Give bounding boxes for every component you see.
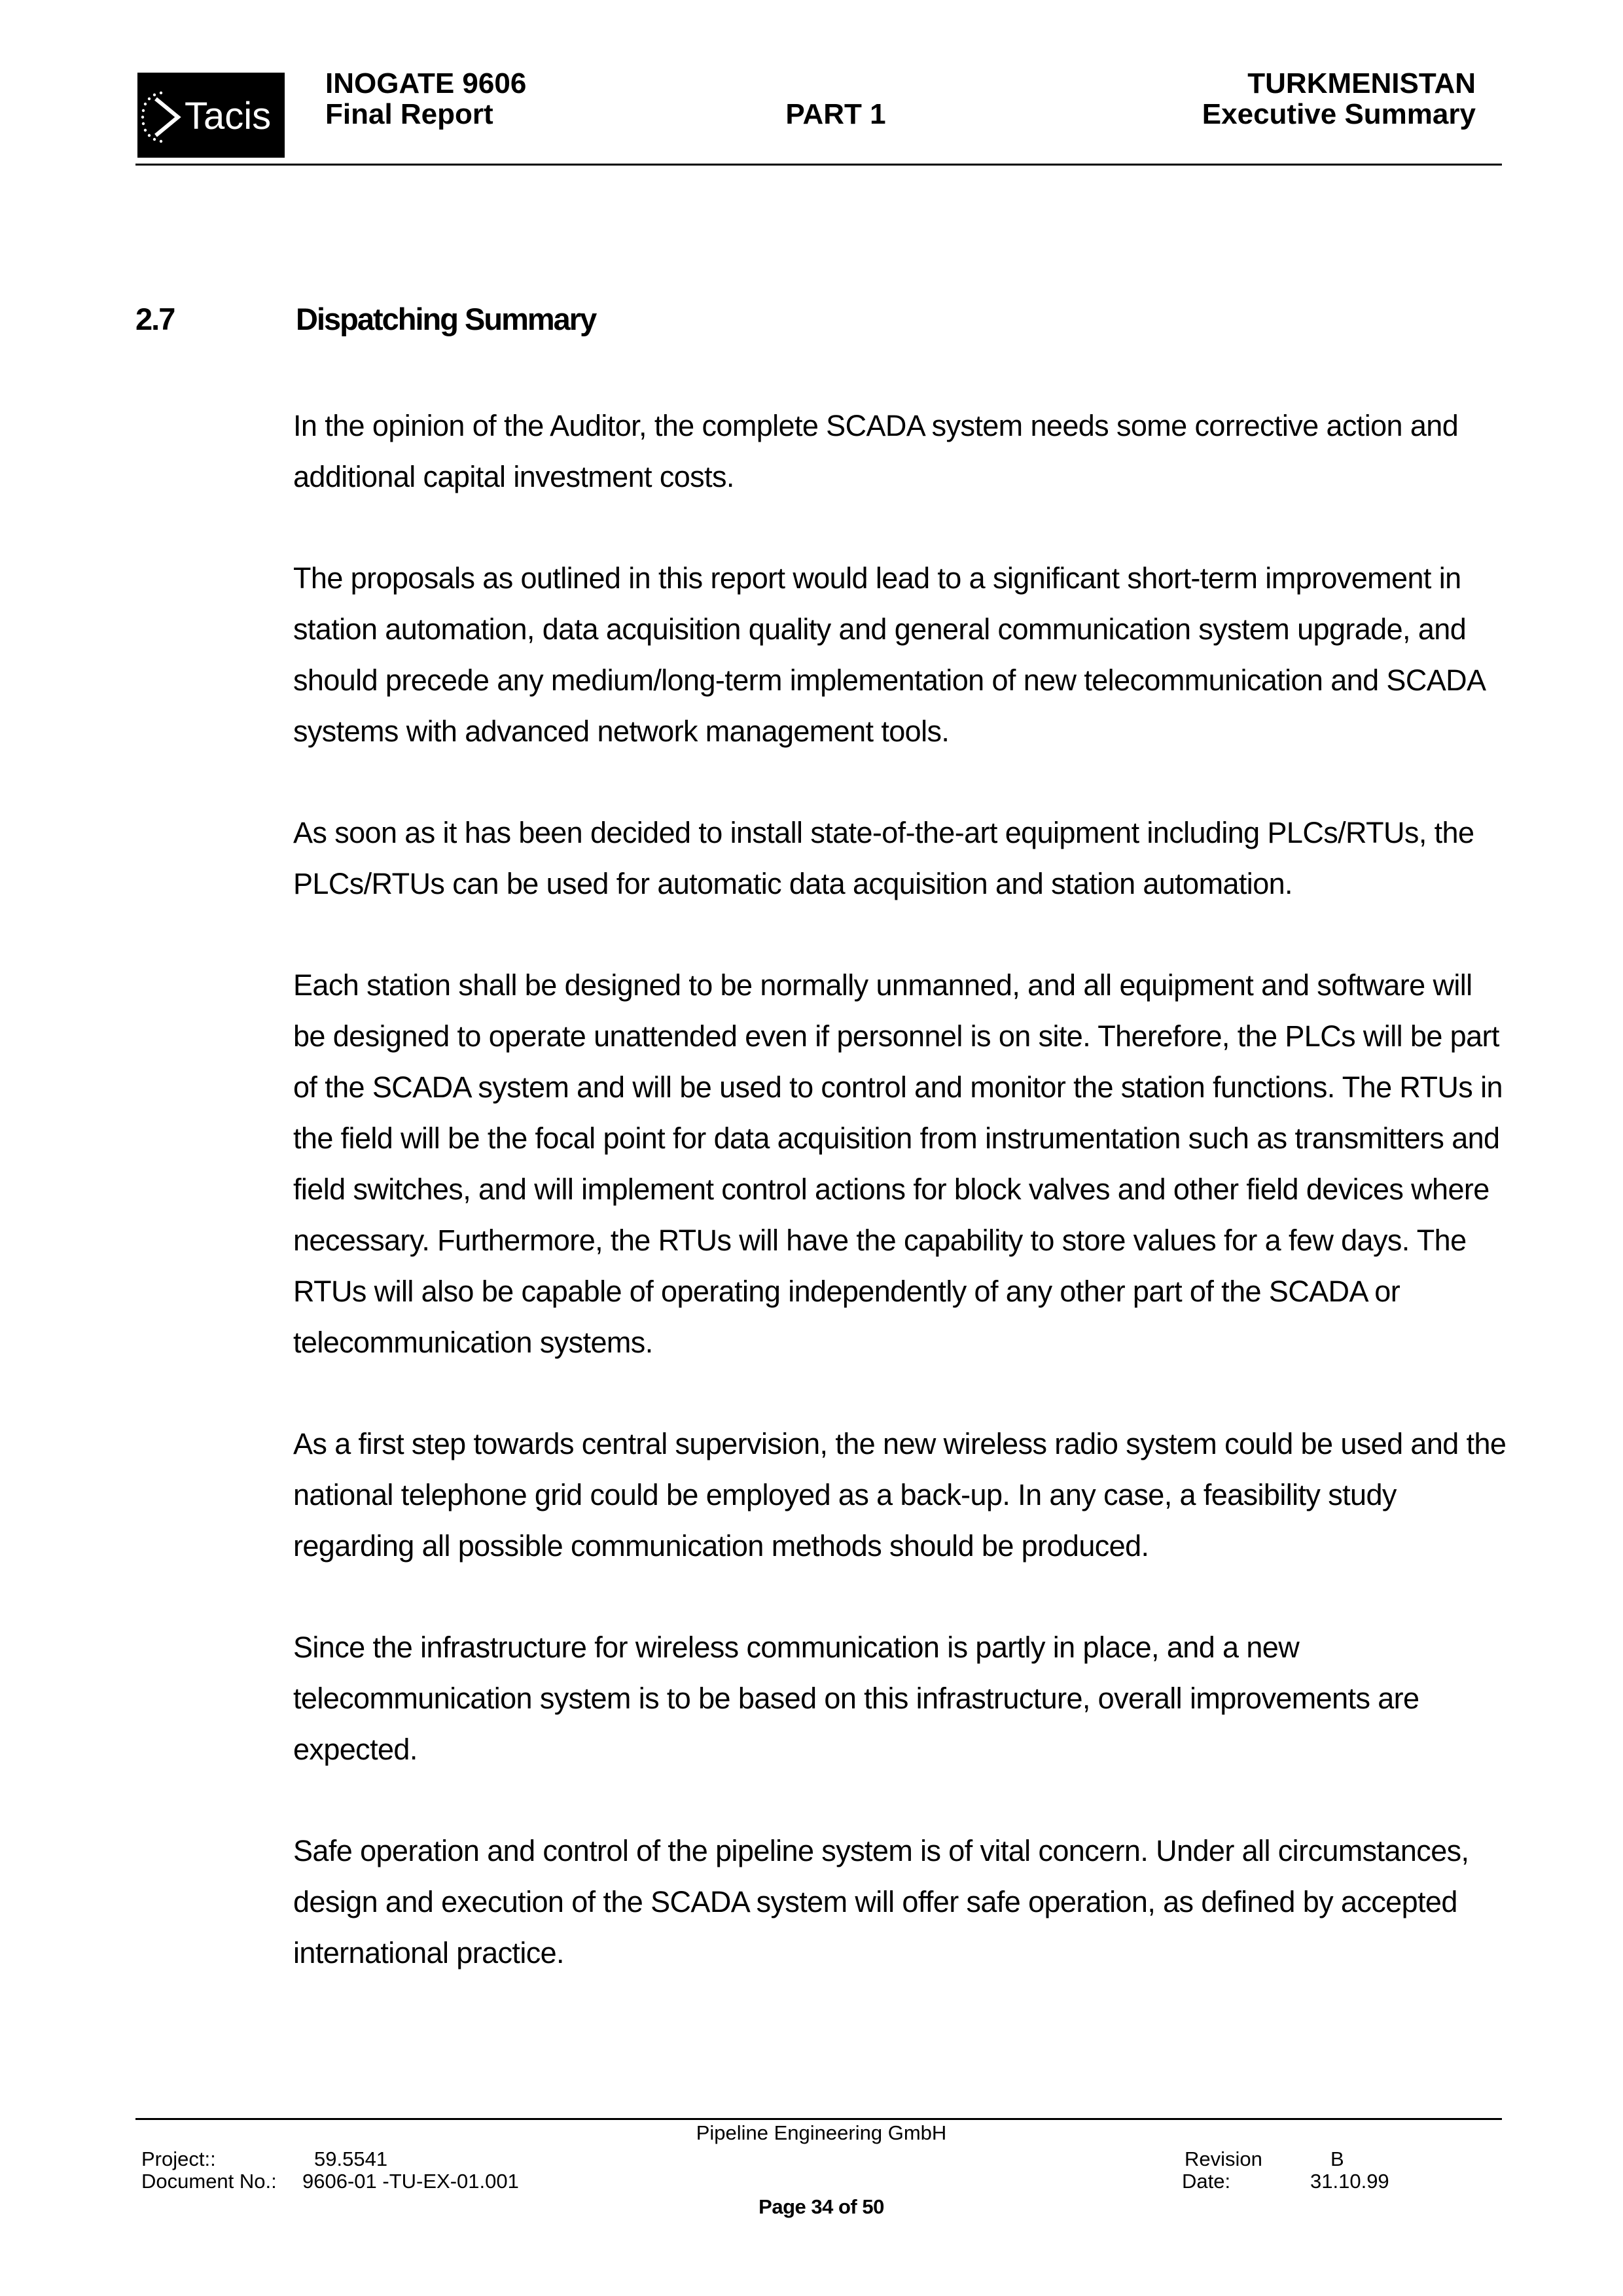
header-country: TURKMENISTAN — [1247, 67, 1476, 99]
footer-document-value: 9606-01 -TU-EX-01.001 — [302, 2170, 519, 2193]
footer-page-number: Page 34 of 50 — [758, 2195, 884, 2218]
header-part: PART 1 — [785, 98, 886, 130]
tacis-logo-text: Tacis — [185, 95, 272, 137]
header-report-type: Final Report — [325, 98, 493, 130]
header-section: Executive Summary — [1202, 98, 1476, 130]
body-text — [293, 400, 1507, 2029]
tacis-logo — [137, 73, 285, 158]
footer-divider — [135, 2118, 1502, 2120]
paragraph: Safe operation and control of the pipeline system is of vital concern. Under all circumstances, design and execution of the SCADA system will offer safe operation, as defined by accepted international practice. — [293, 1834, 1469, 1969]
paragraph: As soon as it has been decided to install state-of-the-art equipment including PLCs/RTUs, the PLCs/RTUs can be used for automatic data acquisition and station automation. — [293, 816, 1474, 900]
footer-revision-value: B — [1330, 2147, 1344, 2170]
footer-company: Pipeline Engineering GmbH — [696, 2121, 947, 2144]
section-number: 2.7 — [135, 302, 175, 336]
paragraph: In the opinion of the Auditor, the complete SCADA system needs some corrective action and additional capital investment costs. — [293, 409, 1459, 493]
paragraph: The proposals as outlined in this report would lead to a significant short-term improvement in station automation, data acquisition quality and general communication system upgrade, and should precede any medium/long-term implementation of new telecommunication and SCADA systems with advanced network management tools. — [293, 561, 1484, 748]
paragraph: Each station shall be designed to be normally unmanned, and all equipment and software will be designed to operate unattended even if personnel is on site. Therefore, the PLCs will be part of the SCADA system and will be used to control and monitor the station functions. The RTUs in the field will be the focal point for data acquisition from instrumentation such as transmitters and field switches, and will implement control actions for block valves and other field devices where necessary. Furthermore, the RTUs will have the capability to store values for a few days. The RTUs will also be capable of operating independently of any other part of the SCADA or telecommunication systems. — [293, 968, 1503, 1359]
page-header — [135, 63, 1502, 165]
section-title: Dispatching Summary — [296, 302, 596, 336]
paragraph: Since the infrastructure for wireless communication is partly in place, and a new telecommunication system is to be based on this infrastructure, overall improvements are expected. — [293, 1631, 1419, 1766]
footer-project-value: 59.5541 — [314, 2147, 388, 2170]
footer-project-label: Project:: — [141, 2147, 216, 2170]
footer-date-value: 31.10.99 — [1310, 2170, 1389, 2193]
paragraph: As a first step towards central supervision, the new wireless radio system could be used and the national telephone grid could be employed as a back-up. In any case, a feasibility study regarding all possible communication methods should be produced. — [293, 1427, 1507, 1563]
footer-revision-label: Revision — [1185, 2147, 1262, 2170]
footer-date-label: Date: — [1182, 2170, 1231, 2193]
footer-document-label: Document No.: — [141, 2170, 277, 2193]
header-project: INOGATE 9606 — [325, 67, 527, 99]
header-divider — [135, 164, 1502, 166]
